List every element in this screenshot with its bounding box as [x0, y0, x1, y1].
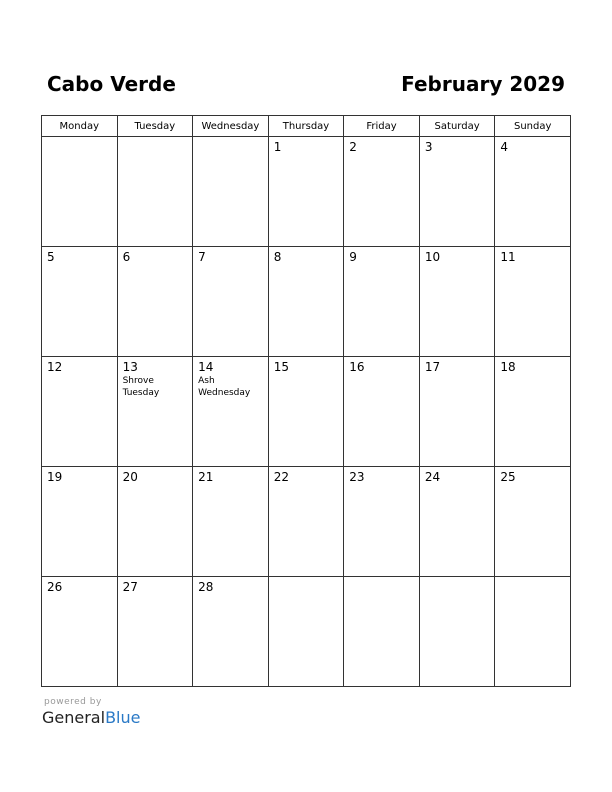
weekday-header-row	[42, 116, 571, 137]
day-number: 5	[47, 250, 55, 264]
generalblue-logo[interactable]	[42, 708, 140, 728]
powered-by-label: powered by	[44, 697, 102, 707]
day-number: 18	[500, 360, 516, 374]
week-row	[42, 137, 571, 247]
weekday-header: Thursday	[268, 116, 344, 137]
day-number: 17	[424, 360, 441, 374]
day-cell	[344, 467, 420, 577]
day-cell	[344, 577, 420, 687]
day-cell	[495, 137, 571, 247]
weekday-header: Monday	[42, 116, 118, 137]
day-cell	[117, 137, 193, 247]
day-number: 20	[122, 470, 138, 484]
day-cell	[117, 247, 193, 357]
day-cell	[42, 467, 118, 577]
holiday-label: Shrove Tuesday	[122, 376, 160, 398]
day-cell	[117, 357, 193, 467]
day-number: 11	[500, 250, 516, 264]
day-cell	[268, 357, 344, 467]
day-number: 8	[273, 250, 282, 264]
day-cell	[42, 137, 118, 247]
day-cell	[268, 247, 344, 357]
day-cell	[419, 357, 495, 467]
day-cell	[419, 137, 495, 247]
day-cell	[419, 577, 495, 687]
brand-general-text: General	[42, 708, 106, 727]
week-row	[42, 467, 571, 577]
day-cell	[193, 577, 269, 687]
weekday-header: Tuesday	[117, 116, 193, 137]
day-number: 26	[47, 580, 63, 594]
day-number: 22	[273, 470, 289, 484]
day-number: 1	[273, 140, 282, 154]
day-cell	[193, 467, 269, 577]
day-number: 24	[424, 470, 441, 484]
day-cell	[268, 577, 344, 687]
weekday-header: Friday	[344, 116, 420, 137]
week-row	[42, 577, 571, 687]
day-cell	[344, 137, 420, 247]
day-cell	[193, 357, 269, 467]
day-number: 25	[500, 470, 516, 484]
day-number: 13	[122, 360, 138, 374]
day-cell	[42, 247, 118, 357]
day-number: 3	[424, 140, 433, 154]
country-title: Cabo Verde	[47, 72, 176, 96]
day-number: 14	[198, 360, 214, 374]
day-number: 7	[198, 250, 206, 264]
day-cell	[419, 467, 495, 577]
day-number: 4	[500, 140, 509, 154]
calendar-grid	[41, 115, 571, 687]
day-number: 2	[349, 140, 357, 154]
day-cell	[268, 467, 344, 577]
day-number: 10	[424, 250, 441, 264]
day-number: 6	[122, 250, 131, 264]
day-cell	[419, 247, 495, 357]
day-cell	[193, 137, 269, 247]
day-number: 16	[349, 360, 365, 374]
day-cell	[344, 247, 420, 357]
day-cell	[42, 577, 118, 687]
day-number: 9	[349, 250, 357, 264]
day-cell	[495, 247, 571, 357]
day-cell	[495, 467, 571, 577]
brand-blue-text: Blue	[105, 708, 141, 727]
week-row	[42, 247, 571, 357]
day-cell	[495, 577, 571, 687]
day-number: 28	[198, 580, 214, 594]
day-number: 15	[273, 360, 289, 374]
day-number: 23	[349, 470, 365, 484]
day-cell	[117, 467, 193, 577]
day-number: 27	[122, 580, 138, 594]
day-cell	[268, 137, 344, 247]
week-row	[42, 357, 571, 467]
day-number: 12	[47, 360, 63, 374]
weekday-header: Wednesday	[193, 116, 269, 137]
day-cell	[495, 357, 571, 467]
month-title: February 2029	[401, 72, 565, 96]
day-cell	[42, 357, 118, 467]
holiday-label: Ash Wednesday	[198, 376, 251, 398]
day-cell	[193, 247, 269, 357]
day-cell	[344, 357, 420, 467]
day-number: 19	[47, 470, 63, 484]
weekday-header: Sunday	[495, 116, 571, 137]
day-cell	[117, 577, 193, 687]
weekday-header: Saturday	[419, 116, 495, 137]
day-number: 21	[198, 470, 214, 484]
